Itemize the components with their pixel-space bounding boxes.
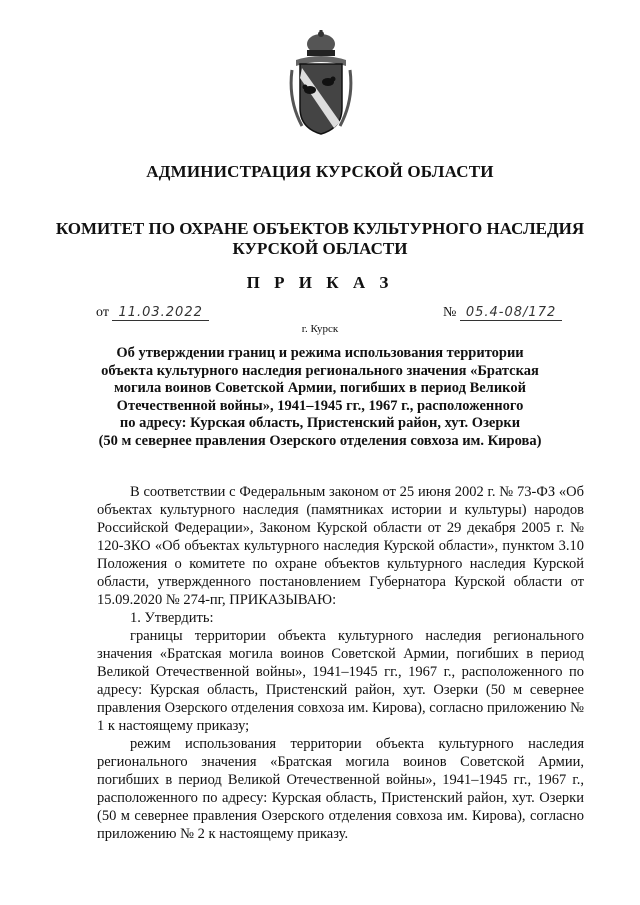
- clause-1-heading: 1. Утвердить:: [130, 610, 214, 626]
- subject-line: могила воинов Советской Армии, погибших в период Великой: [114, 380, 526, 396]
- committee-title-line2: КУРСКОЙ ОБЛАСТИ: [232, 239, 408, 258]
- subject-line: (50 м севернее правления Озерского отделения совхоза им. Кирова): [98, 432, 542, 449]
- subject-line: Об утверждении границ и режима использования территории: [116, 345, 524, 361]
- preamble-paragraph: В соответствии с Федеральным законом от 25 июня 2002 г. № 73-ФЗ «Об объектах культурного наследия (памятниках истории и культуры) народов Российской Федерации», Законом Курской области от 29 декабря 2005 г. № 120-ЗКО «Об объектах культурного наследия Курской области», пунктом 3.10 Положения о комитете по охране объектов культурного наследия Курской области, утвержденного постановлением Губернатора Курской области от 15.09.2020 № 274-пг, ПРИКАЗЫВАЮ:: [97, 484, 584, 608]
- city: г. Курск: [301, 323, 339, 335]
- clause-1-boundaries: границы территории объекта культурного наследия регионального значения «Братская могила воинов Советской Армии, погибших в период Великой Отечественной войны», 1941–1945 гг., 1967 г., расположенного по адресу: Курская область, Пристенский район, хут. Озерки (50 м севернее правления Озерского отделения совхоза им. Кирова), согласно приложению № 1 к настоящему приказу;: [97, 628, 584, 734]
- coat-of-arms-icon: [288, 30, 354, 140]
- date-line: [96, 305, 209, 321]
- subject-line: объекта культурного наследия регионального значения «Братская: [101, 362, 539, 379]
- administration-title: АДМИНИСТРАЦИЯ КУРСКОЙ ОБЛАСТИ: [146, 162, 494, 181]
- doc-type: П Р И К А З: [246, 273, 394, 292]
- committee-title: [0, 219, 640, 259]
- crown-icon: [307, 30, 335, 56]
- subject-line: по адресу: Курская область, Пристенский район, хут. Озерки: [119, 415, 521, 431]
- handwritten-number: 05.4-08/172: [460, 305, 562, 321]
- number-prefix: №: [443, 305, 457, 320]
- handwritten-date: 11.03.2022: [112, 305, 208, 321]
- order-subject: [60, 345, 580, 450]
- clause-1-regime: режим использования территории объекта культурного наследия регионального значения «Братская могила воинов Советской Армии, погибших в период Великой Отечественной войны», 1941–1945 гг., 1967 г., расположенного по адресу: Курская область, Пристенский район, хут. Озерки (50 м севернее правления Озерского отделения совхоза им. Кирова), согласно приложению № 2 к настоящему приказу.: [97, 736, 584, 842]
- date-prefix: от: [96, 305, 109, 320]
- number-line: [443, 305, 562, 321]
- committee-title-line1: КОМИТЕТ ПО ОХРАНЕ ОБЪЕКТОВ КУЛЬТУРНОГО НАСЛЕДИЯ: [55, 219, 585, 238]
- order-body: [97, 483, 584, 843]
- subject-line: Отечественной войны», 1941–1945 гг., 1967 г., расположенного: [116, 397, 524, 414]
